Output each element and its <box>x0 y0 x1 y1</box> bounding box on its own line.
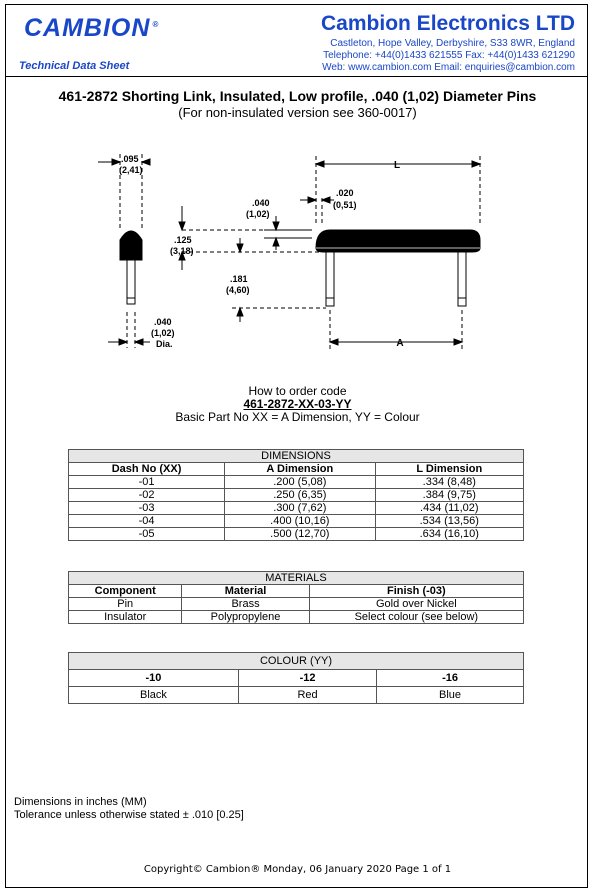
materials-table <box>68 571 524 624</box>
order-heading: How to order code <box>248 384 347 398</box>
dim-125-mm: (3,18) <box>170 246 194 256</box>
front-view <box>316 230 480 306</box>
label-a: A <box>396 338 404 349</box>
side-view-pin <box>127 260 135 304</box>
company-web: Web: www.cambion.com Email: enquiries@cambion.com <box>322 62 575 73</box>
table-cell: .534 (13,56) <box>375 515 523 528</box>
header-divider <box>5 76 588 77</box>
table-cell: .434 (11,02) <box>375 502 523 515</box>
dim-181: .181 <box>230 274 248 284</box>
order-code: 461-2872-XX-03-YY <box>243 397 352 411</box>
order-basic: Basic Part No XX = A Dimension, YY = Colour <box>175 410 420 424</box>
materials-caption: MATERIALS <box>69 572 524 585</box>
dimensions-caption: DIMENSIONS <box>69 450 524 463</box>
table-row <box>69 611 524 624</box>
product-subtitle: (For non-insulated version see 360-0017) <box>178 105 417 120</box>
materials-header-row <box>69 585 524 598</box>
table-cell: .634 (16,10) <box>375 528 523 541</box>
side-view <box>98 154 150 348</box>
dim-pin-dia: Dia. <box>156 339 173 349</box>
dim-095: .095 <box>121 154 139 164</box>
dim-020-mm: (0,51) <box>333 200 357 210</box>
table-row <box>69 489 524 502</box>
dim-095-mm: (2,41) <box>119 165 143 175</box>
table-cell: Brass <box>182 598 309 611</box>
dimensions-header: L Dimension <box>375 463 523 476</box>
table-cell: Pin <box>69 598 182 611</box>
materials-header: Finish (-03) <box>309 585 523 598</box>
product-title: 461-2872 Shorting Link, Insulated, Low profile, .040 (1,02) Diameter Pins <box>58 88 537 104</box>
dim-181-mm: (4,60) <box>226 285 250 295</box>
table-cell: Red <box>238 687 376 704</box>
dimensions-table <box>68 449 524 541</box>
dim-040: .040 <box>252 198 270 208</box>
dim-040-mm: (1,02) <box>246 209 270 219</box>
table-cell: -04 <box>69 515 225 528</box>
table-cell: .300 (7,62) <box>225 502 375 515</box>
table-cell: Gold over Nickel <box>309 598 523 611</box>
table-cell: -01 <box>69 476 225 489</box>
table-row <box>69 687 524 704</box>
document-type: Technical Data Sheet <box>19 60 130 72</box>
dim-pin: .040 <box>154 317 172 327</box>
table-cell: Blue <box>377 687 524 704</box>
table-row <box>69 515 524 528</box>
order-code-line <box>0 397 595 411</box>
cambion-logo: CAMBION ® <box>24 14 160 42</box>
table-cell: Polypropylene <box>182 611 309 624</box>
copyright-footer: Copyright© Cambion® Monday, 06 January 2020 Page 1 of 1 <box>143 864 452 875</box>
side-view-insulator <box>120 231 142 260</box>
table-row <box>69 528 524 541</box>
dimensions-header: Dash No (XX) <box>69 463 225 476</box>
table-cell: -05 <box>69 528 225 541</box>
company-name: Cambion Electronics LTD <box>321 12 575 35</box>
front-view-insulator <box>316 230 480 252</box>
table-cell: .384 (9,75) <box>375 489 523 502</box>
colour-header: -10 <box>69 670 239 687</box>
table-cell: .500 (12,70) <box>225 528 375 541</box>
table-cell: .334 (8,48) <box>375 476 523 489</box>
colour-header: -16 <box>377 670 524 687</box>
colour-header: -12 <box>238 670 376 687</box>
colour-caption: COLOUR (YY) <box>69 653 524 670</box>
dim-125: .125 <box>174 235 192 245</box>
tolerance-note: Tolerance unless otherwise stated ± .010 [0.25] <box>14 809 244 821</box>
materials-header: Material <box>182 585 309 598</box>
table-cell: Insulator <box>69 611 182 624</box>
company-phone: Telephone: +44(0)1433 621555 Fax: +44(0)1433 621290 <box>323 50 575 61</box>
table-cell: .250 (6,35) <box>225 489 375 502</box>
table-cell: .400 (10,16) <box>225 515 375 528</box>
colour-header-row <box>69 670 524 687</box>
materials-header: Component <box>69 585 182 598</box>
table-cell: .200 (5,08) <box>225 476 375 489</box>
table-cell: Select colour (see below) <box>309 611 523 624</box>
dim-020: .020 <box>336 188 354 198</box>
table-cell: Black <box>69 687 239 704</box>
table-cell: -03 <box>69 502 225 515</box>
table-row <box>69 502 524 515</box>
table-cell: -02 <box>69 489 225 502</box>
dim-pin-mm: (1,02) <box>151 328 175 338</box>
technical-drawing <box>0 120 595 360</box>
company-address: Castleton, Hope Valley, Derbyshire, S33 8WR, England <box>330 38 575 49</box>
colour-table <box>68 652 524 704</box>
units-note: Dimensions in inches (MM) <box>14 796 147 808</box>
label-l: L <box>393 160 401 171</box>
table-row <box>69 598 524 611</box>
dimensions-header: A Dimension <box>225 463 375 476</box>
table-row <box>69 476 524 489</box>
dimensions-header-row <box>69 463 524 476</box>
